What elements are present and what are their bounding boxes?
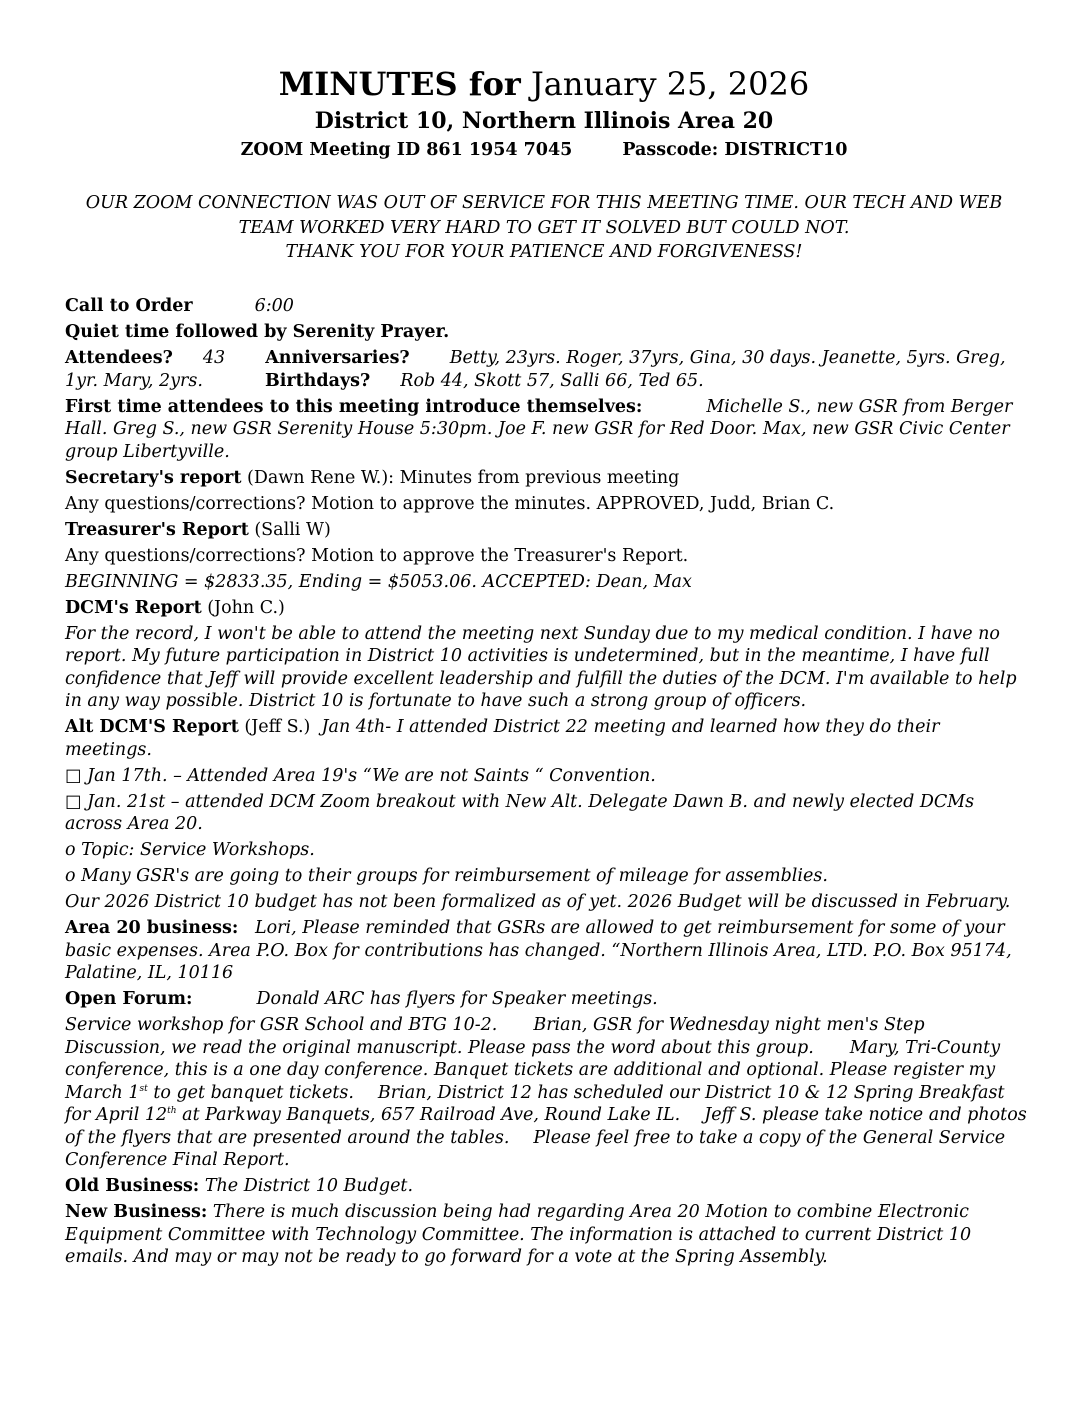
first-time-attendees — [65, 396, 1027, 464]
new-business — [65, 1201, 1027, 1269]
notice-line: OUR ZOOM CONNECTION WAS OUT OF SERVICE FOR THIS MEETING TIME. OUR TECH AND WEB — [85, 193, 1003, 213]
old-business-text: The District 10 Budget. — [204, 1176, 414, 1196]
list-item-text: Jan. 21st – attended DCM Zoom breakout with New Alt. Delegate Dawn B. and newly elected DCMs across Area 20. — [65, 791, 975, 834]
forum-item: at Parkway Banquets, 657 Railroad Ave, Round Lake IL. — [176, 1105, 681, 1125]
secretary-report — [65, 467, 1027, 490]
meeting-date: January 25, 2026 — [530, 65, 810, 103]
section-label: Treasurer's Report — [65, 519, 249, 540]
section-label: DCM's Report — [65, 597, 202, 618]
call-to-order — [65, 295, 1027, 318]
section-label: Attendees? — [65, 348, 173, 368]
dcm-report — [65, 597, 1027, 620]
list-item — [65, 765, 1027, 788]
call-time: 6:00 — [254, 296, 294, 316]
forum-item: Please feel free to take a copy of the General Service Conference Final Report. — [65, 1127, 1006, 1170]
missing-glyph-icon: □ — [65, 791, 82, 812]
treasurer-report — [65, 519, 1027, 542]
section-label: Anniversaries? — [265, 348, 410, 368]
list-item — [65, 791, 1027, 836]
section-label: Call to Order — [65, 296, 193, 316]
alt-dcm-name: (Jeff S.) — [238, 717, 311, 737]
title-label: MINUTES for — [278, 65, 521, 103]
notice-line: THANK YOU FOR YOUR PATIENCE AND FORGIVENESS! — [285, 242, 803, 262]
forum-item: Jeff S. please take notice and photos of the flyers that are presented around the tables. — [65, 1105, 1027, 1148]
treasurer-balances: BEGINNING = $2833.35, Ending = $5053.06. ACCEPTED: Dean, Max — [65, 571, 692, 592]
alt-dcm-report — [65, 716, 1027, 761]
open-forum-text — [65, 1014, 1027, 1172]
area20-text: Lori, Please reminded that GSRs are allowed to get reimbursement for some of your basic expenses. Area P.O. Box for contributions has changed. “Northern Illinois Area, LTD. P.O. Box 95174, Palatine, IL, 10116 — [65, 918, 1012, 983]
minutes-body — [65, 295, 1027, 1272]
list-item: o Topic: Service Workshops. — [65, 840, 315, 860]
forum-item: Brian, GSR for Wednesday night men's Step Discussion, we read the original manuscript. Please pass the word about this group. — [65, 1015, 925, 1058]
section-label: Old Business: — [65, 1176, 200, 1196]
section-label: Birthdays? — [264, 370, 371, 391]
section-label: First time attendees to this meeting introduce themselves: — [65, 396, 643, 417]
first-time-text: Michelle S., new GSR from Berger Hall. Greg S., new GSR Serenity House 5:30pm. Joe F. new GSR for Red Door. Max, new GSR Civic Center group Libertyville. — [65, 396, 1013, 462]
section-label: Open Forum: — [65, 989, 193, 1009]
section-label: Secretary's report — [65, 467, 242, 488]
missing-glyph-icon: □ — [65, 765, 82, 786]
page-title — [0, 64, 1088, 104]
district-subtitle: District 10, Northern Illinois Area 20 — [314, 108, 774, 134]
zoom-info — [0, 139, 1088, 161]
treasurer-name: (Salli W) — [248, 519, 331, 540]
zoom-outage-notice — [60, 191, 1028, 265]
dcm-name: (John C.) — [201, 597, 285, 618]
open-forum-line: Donald ARC has flyers for Speaker meetings. — [256, 989, 658, 1009]
attendees-section — [65, 347, 1027, 392]
secretary-name: (Dawn Rene W.): Minutes from previous meeting — [241, 467, 680, 488]
old-business — [65, 1175, 1027, 1198]
secretary-motion: Any questions/corrections? Motion to approve the minutes. APPROVED, Judd, Brian C. — [65, 493, 835, 514]
attendee-count: 43 — [202, 348, 226, 368]
alt-dcm-text: Jan 4th- I attended District 22 meeting and learned how they do their meetings. — [65, 717, 940, 760]
area20-business — [65, 917, 1027, 985]
anniversaries-text: Betty, 23yrs. Roger, 37yrs, Gina, 30 days. Jeanette, 5yrs. Greg, 1yr. Mary, 2yrs. — [65, 348, 1006, 391]
dcm-report-text: For the record, I won't be able to attend the meeting next Sunday due to my medical condition. I have no report. My future participation in District 10 activities is undetermined, but in the meantime, I have full confidence that Jeff will provide excellent leadership and fulfill the duties of the DCM. I'm available to help in any way possible. District 10 is fortunate to have such a strong group of officers. — [65, 623, 1017, 711]
section-label: New Business: — [65, 1202, 208, 1222]
zoom-meeting-id: ZOOM Meeting ID 861 1954 7045 — [240, 140, 573, 160]
new-business-text: There is much discussion being had regarding Area 20 Motion to combine Electronic Equipment Committee with Technology Committee. The information is attached to current District 10 emails. And may or may not be ready to go forward for a vote at the Spring Assembly. — [65, 1202, 972, 1267]
ordinal-suffix: th — [167, 1106, 177, 1117]
open-forum — [65, 988, 1027, 1011]
treasurer-motion: Any questions/corrections? Motion to approve the Treasurer's Report. — [65, 545, 689, 566]
notice-line: TEAM WORKED VERY HARD TO GET IT SOLVED BUT COULD NOT. — [238, 217, 850, 238]
ordinal-suffix: st — [139, 1083, 148, 1094]
zoom-passcode: Passcode: DISTRICT10 — [622, 140, 848, 160]
list-item-text: Jan 17th. – Attended Area 19's “We are not Saints “ Convention. — [81, 765, 656, 786]
quiet-time: Quiet time followed by Serenity Prayer. — [65, 322, 450, 342]
section-label: Alt DCM'S Report — [65, 717, 239, 737]
forum-item: Brian, District 12 has scheduled our District 10 & 12 Spring Breakfast for April 12 — [65, 1082, 1005, 1125]
forum-item: to get banquet tickets. — [147, 1082, 354, 1103]
birthdays-text: Rob 44, Skott 57, Salli 66, Ted 65. — [400, 370, 704, 391]
budget-note: Our 2026 District 10 budget has not been formalized as of yet. 2026 Budget will be discussed in February. — [65, 892, 1011, 912]
forum-item: Mary, Tri-County conference, this is a one day conference. Banquet tickets are additional and optional. Please register my March 1 — [65, 1037, 1001, 1103]
section-label: Area 20 business: — [65, 918, 239, 938]
list-item: o Many GSR's are going to their groups for reimbursement of mileage for assemblies. — [65, 866, 828, 886]
forum-item: Service workshop for GSR School and BTG 10-2. — [65, 1015, 498, 1035]
